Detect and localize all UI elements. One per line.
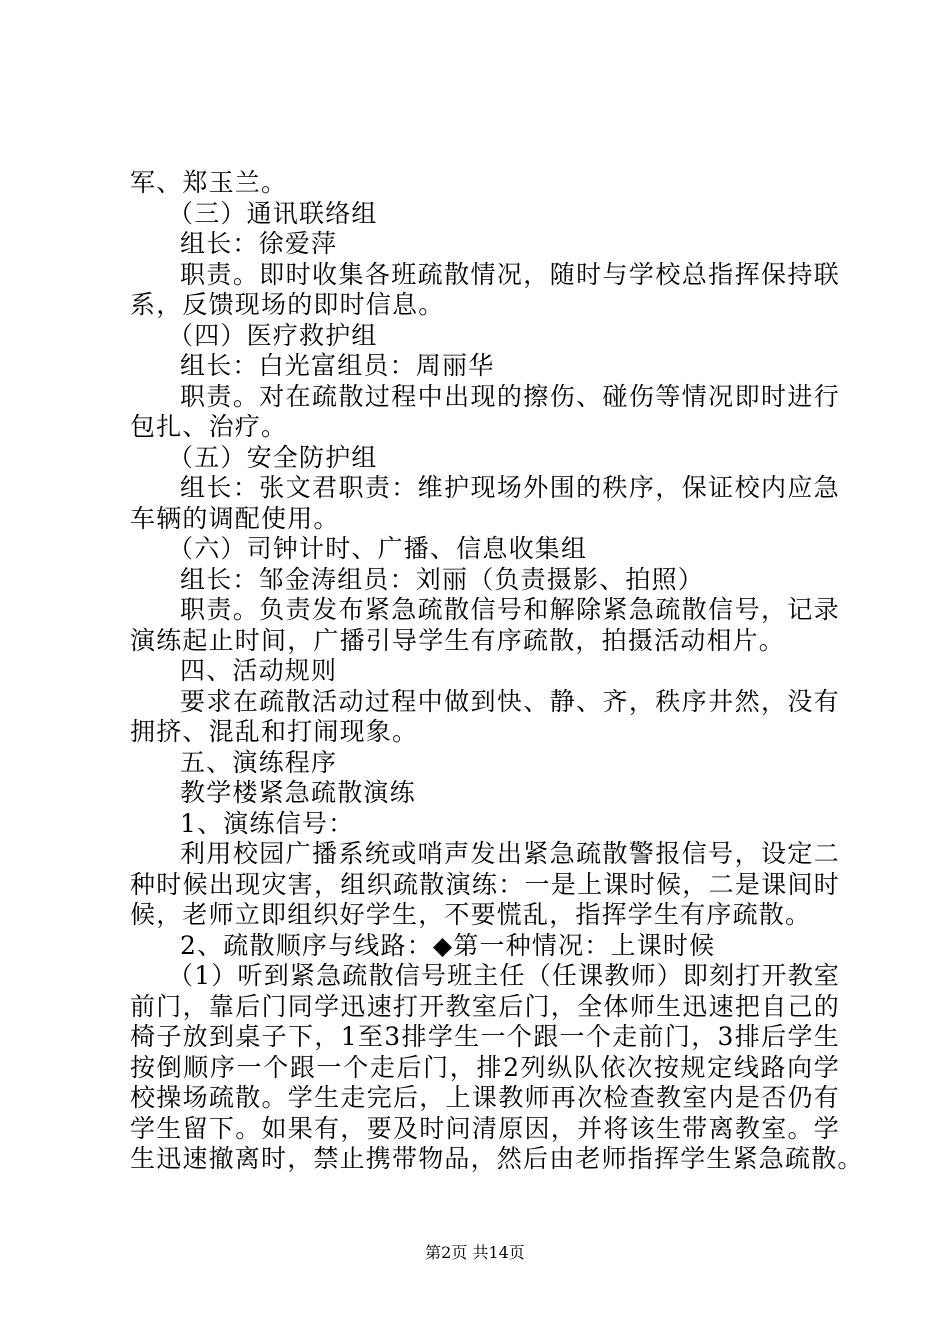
text-line: 包扎、治疗。	[130, 412, 288, 441]
text-line: 系，反馈现场的即时信息。	[130, 290, 445, 319]
text-line: 组长：徐爱萍	[180, 229, 338, 258]
text-line: 利用校园广播系统或哨声发出紧急疏散警报信号，设定二	[180, 839, 840, 868]
text-line: 四、活动规则	[180, 656, 338, 685]
text-line: 种时候出现灾害，组织疏散演练：一是上课时候，二是课间时	[130, 869, 840, 899]
text-line: （三）通讯联络组	[168, 198, 378, 228]
text-line: 教学楼紧急疏散演练	[180, 778, 416, 807]
text-line: 学生留下。如果有，要及时问清原因，并将该生带离教室。学	[130, 1113, 840, 1143]
text-line: 职责。即时收集各班疏散情况，随时与学校总指挥保持联	[180, 259, 840, 289]
text-line: 职责。负责发布紧急疏散信号和解除紧急疏散信号，记录	[180, 595, 840, 624]
text-line: （1）听到紧急疏散信号班主任（任课教师）即刻打开教室	[168, 961, 841, 990]
text-line: 生迅速撤离时，禁止携带物品，然后由老师指挥学生紧急疏散。	[130, 1144, 864, 1173]
text-line: 2、疏散顺序与线路：◆第一种情况：上课时候	[180, 930, 716, 960]
text-line: 职责。对在疏散过程中出现的擦伤、碰伤等情况即时进行	[180, 381, 840, 411]
text-line: 1、演练信号：	[180, 808, 355, 838]
text-line: 校操场疏散。学生走完后，上课教师再次检查教室内是否仍有	[130, 1083, 840, 1112]
text-line: 组长：张文君职责：维护现场外围的秩序，保证校内应急	[180, 473, 840, 502]
text-line: 五、演练程序	[180, 747, 338, 777]
text-line: 车辆的调配使用。	[130, 503, 340, 533]
text-line: （四）医疗救护组	[168, 320, 378, 350]
text-line: 演练起止时间，广播引导学生有序疏散，拍摄活动相片。	[130, 625, 786, 655]
text-line: 组长：白光富组员：周丽华	[180, 351, 495, 380]
text-line: 前门，靠后门同学迅速打开教室后门，全体师生迅速把自己的	[130, 991, 840, 1021]
text-line: 军、郑玉兰。	[130, 168, 288, 197]
document-body	[130, 168, 864, 1175]
page-footer: 第2页 共14页	[425, 1243, 525, 1262]
text-line: （五）安全防护组	[168, 442, 378, 472]
text-line: 候，老师立即组织好学生，不要慌乱，指挥学生有序疏散。	[130, 900, 812, 929]
text-line: 要求在疏散活动过程中做到快、静、齐，秩序井然，没有	[180, 686, 840, 716]
text-line: 拥挤、混乱和打闹现象。	[130, 717, 419, 746]
text-line: （六）司钟计时、广播、信息收集组	[168, 534, 588, 563]
text-line: 按倒顺序一个跟一个走后门，排2列纵队依次按规定线路向学	[130, 1052, 840, 1082]
text-line: 椅子放到桌子下，1至3排学生一个跟一个走前门，3排后学生	[130, 1022, 840, 1051]
text-line: 组长：邹金涛组员：刘丽（负责摄影、拍照）	[180, 564, 705, 594]
